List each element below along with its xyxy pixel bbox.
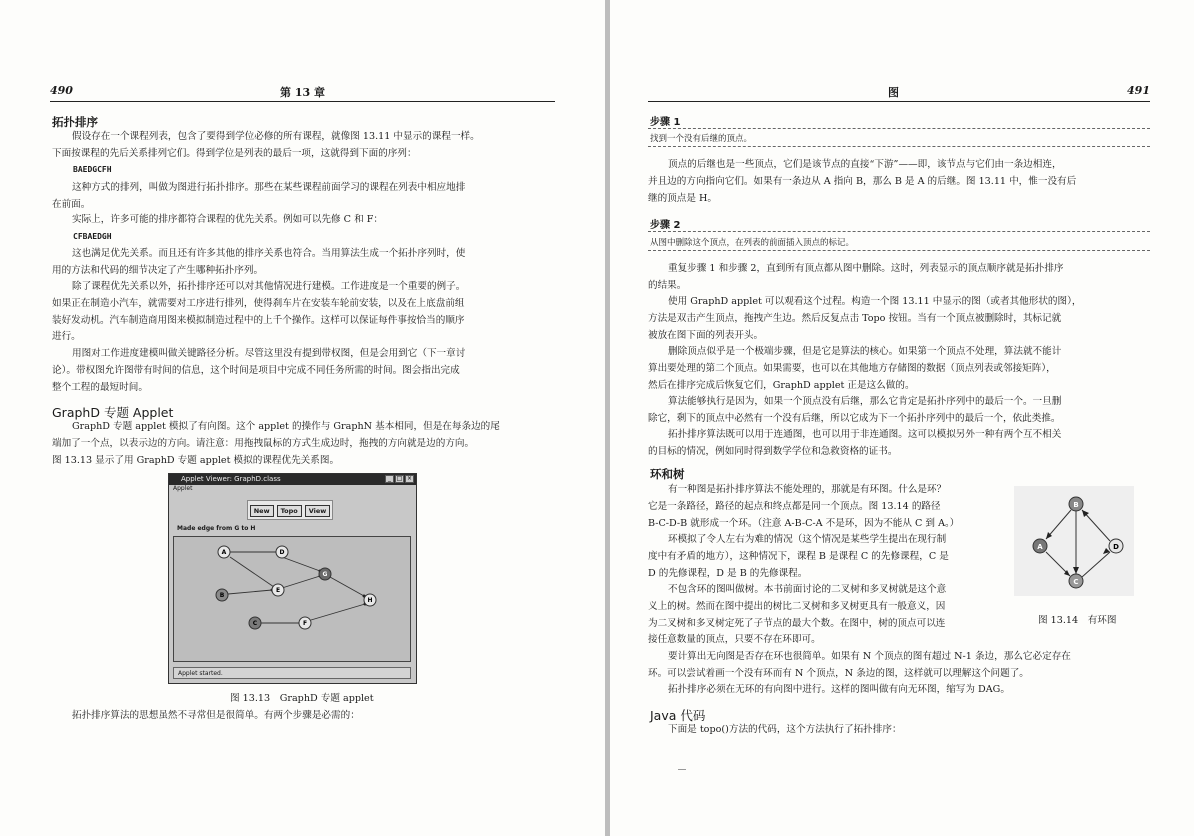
right-para7 xyxy=(648,482,959,532)
line: 进行。 xyxy=(52,331,81,343)
line: 方法是双击产生顶点，拖拽产生边。然后反复点击 Topo 按钮。当有一个顶点被删除时，其标记就 xyxy=(648,312,1062,324)
section-title-java-code: Java 代码 xyxy=(650,708,706,723)
line: 要计算出无向图是否存在环也很简单。如果有 N 个顶点的图有超过 N-1 条边，那么它必定存在 xyxy=(668,651,1071,662)
left-para1 xyxy=(52,129,480,163)
cycle-vertex-a-label: A xyxy=(1037,543,1043,551)
left-para2 xyxy=(52,180,465,214)
right-para11 xyxy=(648,682,1010,699)
line: 装好发动机。汽车制造商用图来模拟制造过程中的上千个操作。这样可以保证每件事按恰当的顺序 xyxy=(52,314,465,326)
topo-button: Topo xyxy=(277,505,302,517)
line: 假设存在一个课程列表，包含了要得到学位必修的所有课程，就像图 13.11 中显示的课程一样。 xyxy=(72,131,480,142)
applet-window xyxy=(168,473,417,684)
edge-c-d xyxy=(1082,552,1110,577)
step1-title: 步骤 1 xyxy=(650,117,681,128)
line: 用图对工作进度建模叫做关键路径分析。尽管这里没有提到带权图，但是会用到它（下一章讨 xyxy=(72,348,466,359)
line: 端加了一个点，以表示边的方向。请注意：用拖拽鼠标的方式生成边时，拖拽的方向就是边的方向。 xyxy=(52,437,475,449)
left-chapter-title: 第 13 章 xyxy=(280,86,325,99)
page-mark xyxy=(678,769,686,770)
vertex-d-label: D xyxy=(279,549,285,556)
line: D 的先修课程，D 是 B 的先修课程。 xyxy=(648,567,808,579)
vertex-e-label: E xyxy=(275,587,281,594)
cycle-graph-svg xyxy=(1014,486,1134,596)
right-para1 xyxy=(648,157,1076,207)
edge-e-g xyxy=(282,576,320,588)
view-button: View xyxy=(305,505,331,517)
figure-13-13-caption: 图 13.13 GraphD 专题 applet xyxy=(230,693,374,704)
sequence-2: CFBAEDGH xyxy=(73,232,112,241)
applet-graph-svg xyxy=(174,537,410,661)
line: 整个工程的最短时间。 xyxy=(52,381,148,393)
vertex-g-label: G xyxy=(322,571,328,578)
line: 有一种图是拓扑排序算法不能处理的，那就是有环图。什么是环？ xyxy=(668,484,947,495)
line: 在前面。 xyxy=(52,198,91,210)
left-page-header xyxy=(50,84,555,102)
line: 它是一条路径，路径的起点和终点都是同一个顶点。图 13.14 的路径 xyxy=(648,500,941,512)
line: 论）。带权图允许图带有时间的信息，这个时间是项目中完成不同任务所需的时间。图会指出完成 xyxy=(52,364,460,376)
left-para3 xyxy=(52,212,383,229)
step2-rule-top xyxy=(648,231,1150,232)
line: 度中有矛盾的地方），这种情况下，课程 B 是课程 C 的先修课程，C 是 xyxy=(648,550,949,562)
minimize-icon: _ xyxy=(385,475,394,483)
arrow-b-c-icon xyxy=(1073,567,1079,574)
right-page-header xyxy=(648,84,1150,102)
left-para8 xyxy=(52,708,360,725)
applet-titlebar xyxy=(169,474,416,485)
sequence-1: BAEDGCFH xyxy=(73,165,112,174)
close-icon: × xyxy=(406,475,413,482)
figure-13-14-caption: 图 13.14 有环图 xyxy=(1038,615,1117,626)
line: GraphD 专题 applet 模拟了有向图。这个 applet 的操作与 GraphN 基本相同，但是在每条边的尾 xyxy=(72,421,500,432)
right-para2 xyxy=(648,261,1064,295)
line: 被放在图下面的列表开头。 xyxy=(648,329,764,341)
line: 继的顶点是 H。 xyxy=(648,192,717,204)
right-page-number: 491 xyxy=(1127,84,1150,97)
right-para4 xyxy=(648,344,1061,394)
line: 算法能够执行是因为，如果一个顶点没有后继，那么它肯定是拓扑序列中的最后一个。一旦删 xyxy=(668,396,1062,407)
line: 并且边的方向指向它们。如果有一条边从 A 指向 B，那么 B 是 A 的后继。图 13.11 中，惟一没有后 xyxy=(648,175,1077,187)
line: 的目标的情况，例如同时得到数学学位和急救资格的证书。 xyxy=(648,445,898,457)
edge-d-g xyxy=(282,557,320,571)
vertex-a-label: A xyxy=(221,549,227,556)
cycle-vertex-c-label: C xyxy=(1073,578,1079,586)
left-para4 xyxy=(52,246,465,280)
line: 除了课程优先关系以外，拓扑排序还可以对其他情况进行建模。工作进度是一个重要的例子。 xyxy=(72,281,466,292)
applet-graph-canvas xyxy=(173,536,411,662)
cycle-vertex-b-label: B xyxy=(1073,501,1079,509)
line: 接任意数量的顶点，只要不存在环即可。 xyxy=(648,634,821,646)
edge-g-h xyxy=(330,577,364,596)
line: 这也满足优先关系。而且还有许多其他的排序关系也符合。当用算法生成一个拓扑序列时，使 xyxy=(72,248,466,259)
edge-f-h xyxy=(311,604,365,620)
left-para6 xyxy=(52,346,465,396)
line: 拓扑排序算法的思想虽然不寻常但是很简单。有两个步骤是必需的： xyxy=(72,710,360,721)
line: 算出要处理的第二个顶点。如果需要，也可以在其他地方存储图的数据（顶点列表或邻接矩阵）， xyxy=(648,362,1056,374)
right-para12 xyxy=(648,722,902,739)
vertex-c-label: C xyxy=(252,620,258,627)
figure-13-14 xyxy=(1014,486,1134,596)
line: 除它，剩下的顶点中必然有一个没有后继，所以它成为下一个拓扑序列中的最后一个，依此类推。 xyxy=(648,412,1061,424)
step1-rule-bottom xyxy=(648,146,1150,147)
line: 环。可以尝试着画一个没有环而有 N 个顶点，N 条边的图，这样就可以理解这个问题了。 xyxy=(648,667,1029,679)
right-para10 xyxy=(648,649,1071,683)
line: 顶点的后继也是一些顶点，它们是该节点的直接“下游”——即，该节点与它们由一条边相连， xyxy=(668,159,1062,170)
left-para5 xyxy=(52,279,465,346)
applet-status-bar: Applet started. xyxy=(173,667,411,679)
line: 然后在排序完成后恢复它们，GraphD applet 正是这么做的。 xyxy=(648,379,915,391)
right-para9 xyxy=(648,582,946,649)
step1-rule-top xyxy=(648,128,1150,129)
new-button: New xyxy=(250,505,274,517)
line: 删除顶点似乎是一个极端步骤，但是它是算法的核心。如果第一个顶点不处理，算法就不能计 xyxy=(668,346,1062,357)
line: 使用 GraphD applet 可以观看这个过程。构造一个图 13.11 中显示的图（或者其他形状的图）， xyxy=(668,296,1082,307)
line: 重复步骤 1 和步骤 2，直到所有顶点都从图中删除。这时，列表显示的顶点顺序就是拓扑排序 xyxy=(668,263,1064,274)
applet-button-row xyxy=(247,500,333,520)
applet-menu: Applet xyxy=(173,485,193,492)
line: 义上的树。然而在图中提出的树比二叉树和多叉树更具有一般意义，因 xyxy=(648,600,946,612)
right-para6 xyxy=(648,427,1061,461)
step1-text: 找到一个没有后继的顶点。 xyxy=(650,134,753,144)
line: 不包含环的图叫做树。本书前面讨论的二叉树和多叉树就是这个意 xyxy=(668,584,947,595)
step2-text: 从图中删除这个顶点，在列表的前面插入顶点的标记。 xyxy=(650,238,855,248)
applet-window-title: Applet Viewer: GraphD.class xyxy=(181,475,281,483)
line: 为二叉树和多叉树定死了子节点的最大个数。在图中，树的顶点可以连 xyxy=(648,617,946,629)
cycle-vertex-d-label: D xyxy=(1113,543,1119,551)
line: 拓扑排序必须在无环的有向图中进行。这样的图叫做有向无环图，缩写为 DAG。 xyxy=(668,684,1010,695)
right-page xyxy=(610,0,1194,836)
step2-rule-bottom xyxy=(648,250,1150,251)
line: 用的方法和代码的细节决定了产生哪种拓扑序列。 xyxy=(52,264,264,276)
line: 的结果。 xyxy=(648,279,687,291)
step2-title: 步骤 2 xyxy=(650,220,681,231)
line: 如果正在制造小汽车，就需要对工序进行排列，使得刹车片在安装车轮前安装，以及在上底盘前组 xyxy=(52,297,465,309)
line: 拓扑排序算法既可以用于连通图，也可以用于非连通图。这可以模拟另外一种有两个互不相关 xyxy=(668,429,1062,440)
line: 实际上，许多可能的排序都符合课程的优先关系。例如可以先修 C 和 F： xyxy=(72,214,383,225)
right-para5 xyxy=(648,394,1061,428)
line: 下面按课程的先后关系排列它们。得到学位是列表的最后一项，这就得到下面的序列： xyxy=(52,147,417,159)
section-title-cycles-trees: 环和树 xyxy=(650,467,685,481)
section-title-topo-sort: 拓扑排序 xyxy=(52,115,98,129)
edge-b-e xyxy=(228,590,272,594)
edge-a-e xyxy=(230,557,274,587)
left-para7 xyxy=(52,419,500,469)
line: 图 13.13 显示了用 GraphD 专题 applet 模拟的课程优先关系图。 xyxy=(52,454,340,466)
vertex-b-label: B xyxy=(219,592,225,599)
line: 下面是 topo()方法的代码，这个方法执行了拓扑排序： xyxy=(668,724,902,735)
line: 这种方式的排列，叫做为图进行拓扑排序。那些在某些课程前面学习的课程在列表中相应地排 xyxy=(72,182,466,193)
vertex-f-label: F xyxy=(302,620,308,627)
section-title-graphd: GraphD 专题 Applet xyxy=(52,405,174,420)
maximize-icon: □ xyxy=(396,475,403,482)
line: B-C-D-B 就形成一个环。（注意 A-B-C-A 不是环，因为不能从 C 到 A。） xyxy=(648,517,960,529)
right-para8 xyxy=(648,532,949,582)
line: 环模拟了令人左右为难的情况（这个情况是某些学生提出在现行制 xyxy=(668,534,947,545)
left-page-number: 490 xyxy=(50,84,73,97)
applet-message: Made edge from G to H xyxy=(177,525,256,532)
right-chapter-title: 图 xyxy=(888,86,899,99)
vertex-h-label: H xyxy=(367,597,373,604)
right-para3 xyxy=(648,294,1082,344)
